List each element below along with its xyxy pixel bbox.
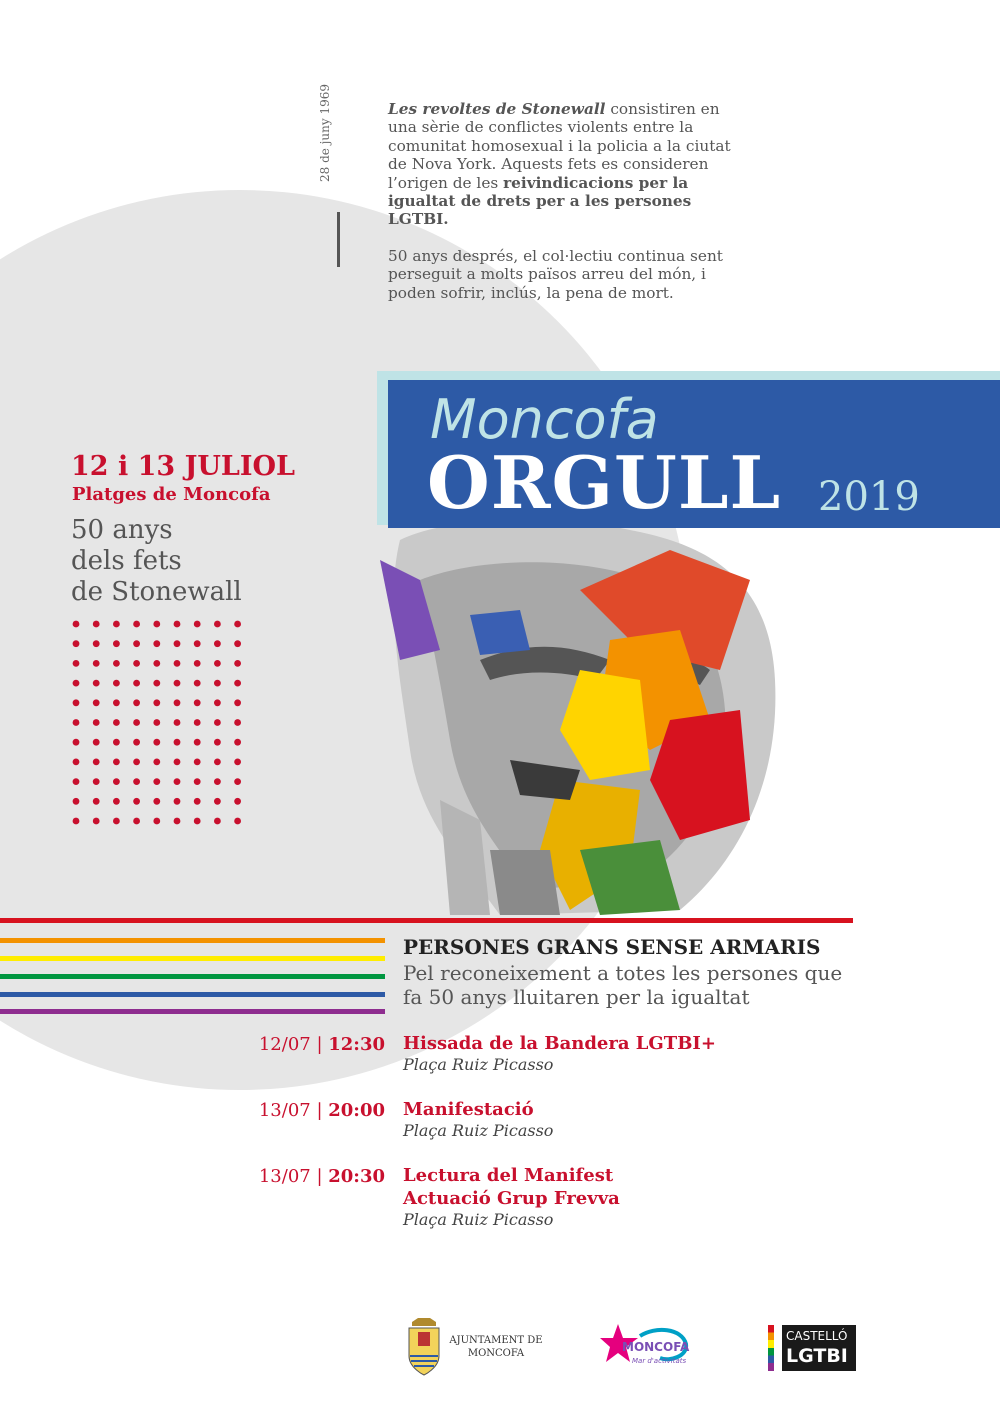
grid-dot bbox=[153, 759, 160, 766]
grid-dot bbox=[174, 778, 181, 785]
castello-lgtbi-logo bbox=[768, 1325, 856, 1371]
grid-dot bbox=[174, 621, 181, 628]
grid-dot bbox=[113, 739, 120, 746]
grid-dot bbox=[113, 759, 120, 766]
grid-dot bbox=[234, 778, 241, 785]
grid-dot bbox=[133, 680, 140, 687]
grid-dot bbox=[93, 719, 100, 726]
grid-dot bbox=[234, 739, 241, 746]
banner-orgull: ORGULL bbox=[427, 440, 782, 525]
grid-dot bbox=[73, 621, 80, 628]
moncofa-tagline: Mar d'activitats bbox=[632, 1357, 687, 1365]
grid-dot bbox=[73, 699, 80, 706]
grid-dot bbox=[93, 699, 100, 706]
grid-dot bbox=[73, 798, 80, 805]
grid-dot bbox=[113, 680, 120, 687]
grid-dot bbox=[153, 739, 160, 746]
grid-dot bbox=[113, 660, 120, 667]
grid-dot bbox=[234, 798, 241, 805]
event-3-datetime: 13/07 | 20:30 bbox=[258, 1166, 385, 1187]
grid-dot bbox=[113, 798, 120, 805]
purple-stripe bbox=[0, 1009, 385, 1014]
event-2-title: Manifestació bbox=[403, 1099, 534, 1120]
moncofa-mar-logo bbox=[600, 1322, 690, 1372]
event-3-place: Plaça Ruiz Picasso bbox=[403, 1210, 554, 1229]
grid-dot bbox=[93, 798, 100, 805]
grid-dot bbox=[73, 818, 80, 825]
grid-dot bbox=[93, 640, 100, 647]
grid-dot bbox=[214, 680, 221, 687]
grid-dot bbox=[214, 759, 221, 766]
grid-dot bbox=[133, 778, 140, 785]
event-2-place: Plaça Ruiz Picasso bbox=[403, 1121, 554, 1140]
grid-dot bbox=[194, 818, 201, 825]
grid-dot bbox=[234, 759, 241, 766]
grid-dot bbox=[214, 621, 221, 628]
grid-dot bbox=[133, 759, 140, 766]
grid-dot bbox=[194, 778, 201, 785]
grid-dot bbox=[214, 719, 221, 726]
grid-dot bbox=[214, 778, 221, 785]
grid-dot bbox=[153, 680, 160, 687]
intro-text bbox=[388, 100, 738, 320]
event-1-title: Hissada de la Bandera LGTBI+ bbox=[403, 1033, 716, 1054]
grid-dot bbox=[113, 621, 120, 628]
grid-dot bbox=[194, 621, 201, 628]
grid-dot bbox=[153, 778, 160, 785]
grid-dot bbox=[194, 759, 201, 766]
grid-dot bbox=[93, 818, 100, 825]
grid-dot bbox=[174, 640, 181, 647]
program-subtitle: Pel reconeixement a totes les persones que fa 50 anys lluitaren per la igualtat bbox=[403, 961, 843, 1009]
grid-dot bbox=[153, 719, 160, 726]
red-dot-grid bbox=[72, 620, 242, 825]
banner-moncofa: Moncofa bbox=[430, 388, 659, 451]
grid-dot bbox=[214, 699, 221, 706]
program-title: PERSONES GRANS SENSE ARMARIS bbox=[403, 935, 821, 959]
grid-dot bbox=[234, 818, 241, 825]
grid-dot bbox=[153, 660, 160, 667]
grid-dot bbox=[234, 719, 241, 726]
event-place: Platges de Moncofa bbox=[72, 484, 271, 505]
grid-dot bbox=[73, 719, 80, 726]
grid-dot bbox=[133, 739, 140, 746]
grid-dot bbox=[174, 660, 181, 667]
grid-dot bbox=[234, 621, 241, 628]
vertical-date: 28 de juny 1969 bbox=[318, 84, 332, 182]
grid-dot bbox=[133, 699, 140, 706]
grid-dot bbox=[93, 759, 100, 766]
intro-paragraph-2: 50 anys després, el col·lectiu continua sent perseguit a molts països arreu del món, i poden sofrir, inclús, la pena de mort. bbox=[388, 246, 723, 302]
grid-dot bbox=[194, 719, 201, 726]
castello-text: CASTELLÓ bbox=[786, 1329, 848, 1343]
grid-dot bbox=[194, 640, 201, 647]
yellow-stripe bbox=[0, 956, 385, 961]
grid-dot bbox=[133, 621, 140, 628]
grid-dot bbox=[133, 640, 140, 647]
grid-dot bbox=[234, 699, 241, 706]
grid-dot bbox=[73, 739, 80, 746]
event-1-place: Plaça Ruiz Picasso bbox=[403, 1055, 554, 1074]
grid-dot bbox=[93, 739, 100, 746]
grid-dot bbox=[153, 818, 160, 825]
blue-stripe bbox=[0, 992, 385, 997]
grid-dot bbox=[214, 640, 221, 647]
grid-dot bbox=[133, 719, 140, 726]
ajuntament-coat-of-arms-icon bbox=[406, 1318, 442, 1376]
grid-dot bbox=[194, 660, 201, 667]
grid-dot bbox=[234, 640, 241, 647]
event-date: 12 i 13 JULIOL bbox=[71, 451, 296, 482]
grid-dot bbox=[93, 778, 100, 785]
red-stripe bbox=[0, 918, 853, 923]
grid-dot bbox=[214, 798, 221, 805]
grid-dot bbox=[153, 699, 160, 706]
stonewall-portrait-illustration bbox=[380, 520, 780, 920]
green-stripe bbox=[0, 974, 385, 979]
grid-dot bbox=[153, 798, 160, 805]
grid-dot bbox=[93, 621, 100, 628]
grid-dot bbox=[174, 719, 181, 726]
grid-dot bbox=[73, 778, 80, 785]
grid-dot bbox=[194, 739, 201, 746]
grid-dot bbox=[133, 798, 140, 805]
grid-dot bbox=[73, 640, 80, 647]
moncofa-logo-text: MONCOFA bbox=[622, 1340, 690, 1354]
grid-dot bbox=[133, 818, 140, 825]
grid-dot bbox=[113, 778, 120, 785]
grid-dot bbox=[113, 699, 120, 706]
grid-dot bbox=[113, 640, 120, 647]
grid-dot bbox=[73, 680, 80, 687]
rainbow-bar-icon bbox=[768, 1325, 774, 1371]
grid-dot bbox=[234, 660, 241, 667]
grid-dot bbox=[73, 759, 80, 766]
intro-paragraph-1: Les revoltes de Stonewall consistiren en una sèrie de conflictes violents entre la comunitat homosexual i la policia a la ciutat de Nova York. Aquests fets es consideren l’origen de les reivindicacions per la igualtat de drets per a les persones LGTBI. bbox=[388, 100, 731, 229]
grid-dot bbox=[174, 759, 181, 766]
banner-year: 2019 bbox=[818, 474, 920, 520]
event-1-datetime: 12/07 | 12:30 bbox=[258, 1034, 385, 1055]
grid-dot bbox=[194, 680, 201, 687]
grid-dot bbox=[153, 621, 160, 628]
grid-dot bbox=[174, 739, 181, 746]
grid-dot bbox=[73, 660, 80, 667]
event-2-datetime: 13/07 | 20:00 bbox=[258, 1100, 385, 1121]
grid-dot bbox=[93, 660, 100, 667]
ajuntament-logo-text: AJUNTAMENT DE MONCOFA bbox=[449, 1335, 543, 1359]
grid-dot bbox=[174, 699, 181, 706]
vertical-divider bbox=[337, 212, 340, 267]
anniversary-text: 50 anys dels fets de Stonewall bbox=[71, 515, 242, 607]
grid-dot bbox=[113, 818, 120, 825]
orange-stripe bbox=[0, 938, 385, 943]
grid-dot bbox=[174, 680, 181, 687]
grid-dot bbox=[214, 818, 221, 825]
grid-dot bbox=[194, 699, 201, 706]
grid-dot bbox=[174, 798, 181, 805]
grid-dot bbox=[174, 818, 181, 825]
grid-dot bbox=[93, 680, 100, 687]
grid-dot bbox=[194, 798, 201, 805]
grid-dot bbox=[113, 719, 120, 726]
grid-dot bbox=[234, 680, 241, 687]
grid-dot bbox=[133, 660, 140, 667]
grid-dot bbox=[153, 640, 160, 647]
grid-dot bbox=[214, 739, 221, 746]
event-3-title-2: Actuació Grup Frevva bbox=[403, 1188, 620, 1209]
lgtbi-text: LGTBI bbox=[786, 1345, 848, 1367]
event-3-title-1: Lectura del Manifest bbox=[403, 1165, 614, 1186]
grid-dot bbox=[214, 660, 221, 667]
